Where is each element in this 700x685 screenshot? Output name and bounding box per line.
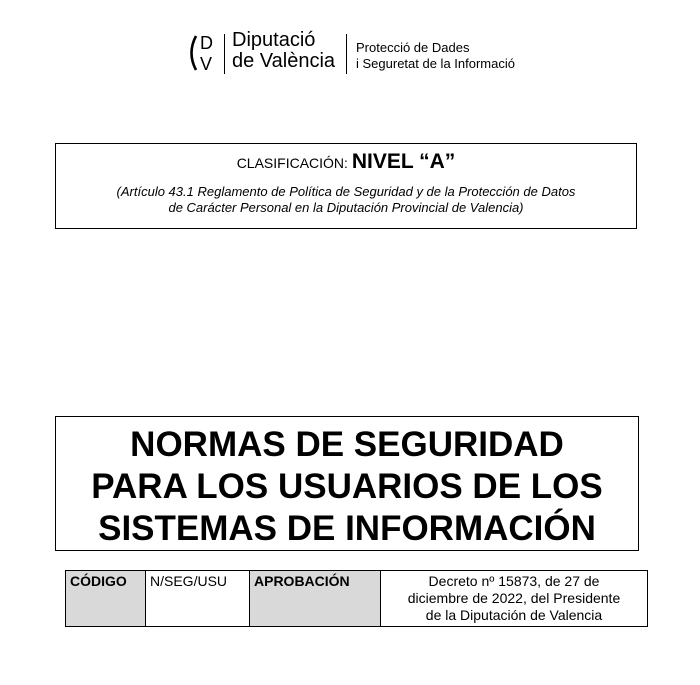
department-name [356,40,515,72]
classification-level: NIVEL “A” [351,150,456,173]
classification-note [56,184,636,216]
org-line-1: Diputació [232,29,316,51]
approval-label: APROBACIÓN [250,571,381,627]
org-line-2: de València [232,50,336,72]
classification-line [56,149,636,176]
note-line-1: (Artículo 43.1 Reglamento de Política de Seguridad y de la Protección de Datos [116,184,576,199]
approval-line-1: Decreto nº 15873, de 27 de [428,573,600,589]
approval-line-2: diciembre de 2022, del Presidente [407,590,621,606]
note-line-2: de Carácter Personal en la Diputación Provincial de Valencia) [168,200,524,215]
logo-letter-d: D [200,33,213,53]
table-row [66,571,648,627]
code-value: N/SEG/USU [146,571,250,627]
logo-divider [224,34,225,74]
approval-value [381,571,648,627]
document-meta-table [65,570,648,627]
classification-box [55,143,637,229]
title-line-1: NORMAS DE SEGURIDAD [130,425,564,464]
title-line-3: SISTEMAS DE INFORMACIÓN [98,509,596,548]
logo-divider-secondary [346,34,347,74]
dept-line-1: Protecció de Dades [356,40,470,55]
dept-line-2: i Seguretat de la Informació [356,56,515,71]
title-line-2: PARA LOS USUARIOS DE LOS [91,467,603,506]
classification-label: CLASIFICACIÓN: [236,155,348,171]
organization-name [232,30,335,72]
logo-letter-v: V [200,54,213,74]
approval-line-3: de la Diputación de Valencia [425,607,603,623]
dv-logo-icon [186,30,220,76]
code-label: CÓDIGO [66,571,146,627]
document-title-box [55,416,639,551]
